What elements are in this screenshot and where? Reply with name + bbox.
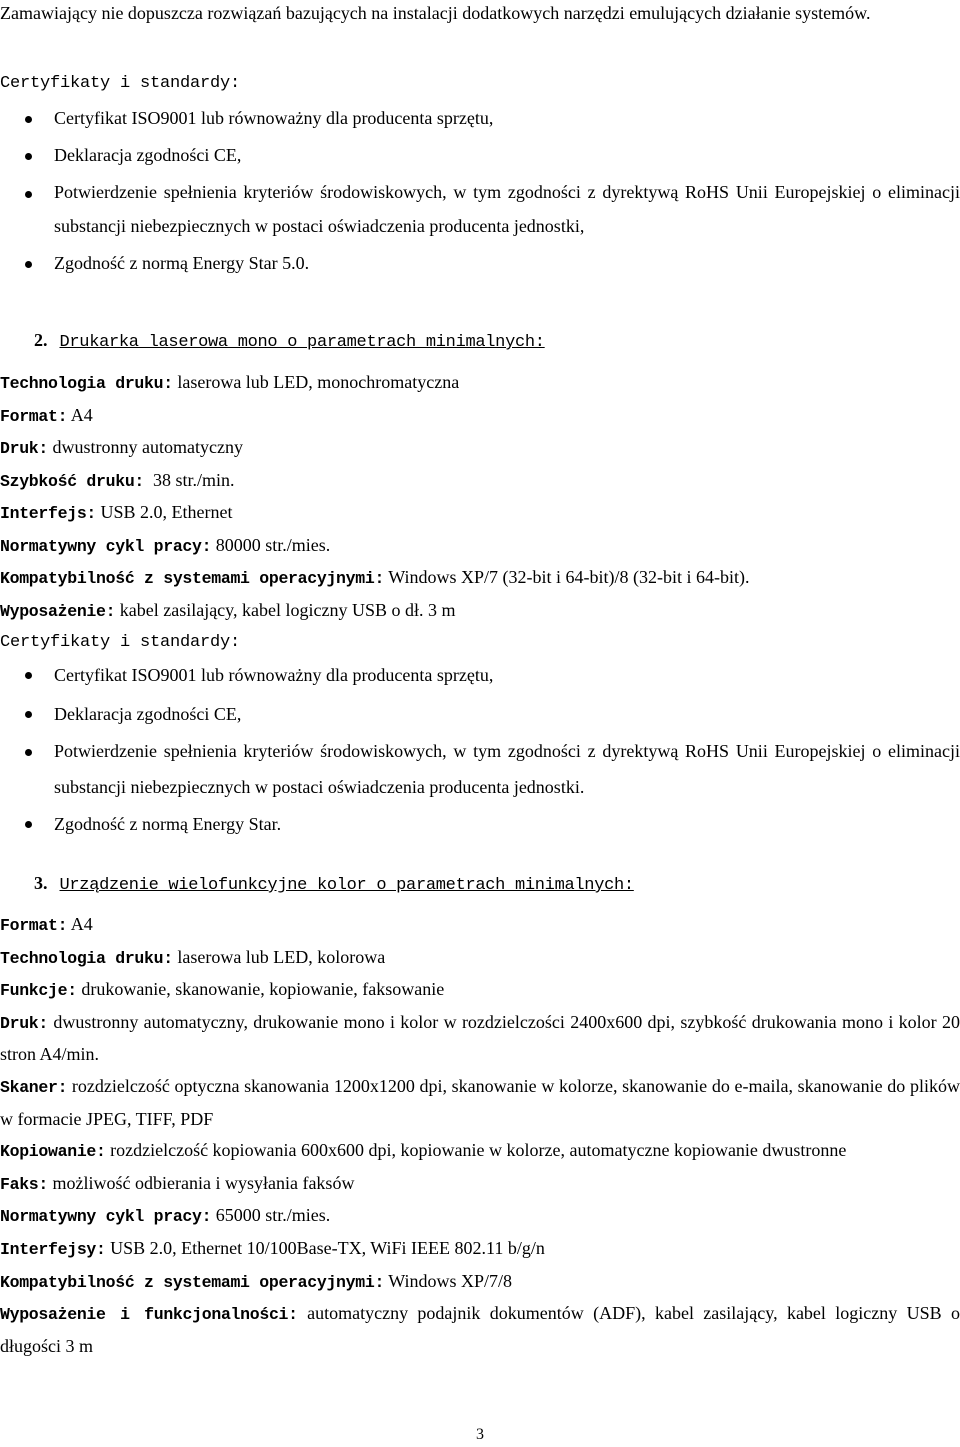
cert-label: Certyfikaty i standardy: <box>0 633 241 652</box>
param-row <box>0 367 960 400</box>
param-row <box>0 974 960 1007</box>
param-label: Format: <box>0 916 68 935</box>
param-value: Windows XP/7/8 <box>384 1270 513 1291</box>
param-row <box>0 497 960 530</box>
param-row <box>0 400 960 433</box>
param-row <box>0 1168 960 1201</box>
section-number: 2. <box>34 330 48 350</box>
param-label: Kompatybilność z systemami operacyjnymi: <box>0 569 385 588</box>
list-item: Zgodność z normą Energy Star 5.0. <box>0 245 960 283</box>
param-row <box>0 1135 960 1168</box>
param-value: rozdzielczość optyczna skanowania 1200x1200 dpi, skanowanie w kolorze, skanowanie do e-maila, skanowanie do plików w formacie JPEG, TIFF, PDF <box>0 1075 960 1129</box>
param-label: Szybkość druku: <box>0 471 145 491</box>
param-value: USB 2.0, Ethernet <box>96 502 233 522</box>
param-label: Technologia druku: <box>0 948 173 968</box>
section-2-title <box>0 325 960 359</box>
section-3-params <box>0 909 960 1362</box>
section-3-title <box>0 868 960 902</box>
param-value: automatyczny podajnik dokumentów (ADF), kabel zasilający, kabel logiczny USB o długości 3 m <box>0 1303 960 1356</box>
list-item: Zgodność z normą Energy Star. <box>0 805 960 844</box>
param-label: Skaner: <box>0 1077 68 1097</box>
param-row <box>0 1233 960 1266</box>
param-label: Wyposażenie: <box>0 601 116 621</box>
param-value: Windows XP/7 (32-bit i 64-bit)/8 (32-bit i 64-bit). <box>384 567 750 587</box>
param-value: USB 2.0, Ethernet 10/100Base-TX, WiFi IEEE 802.11 b/g/n <box>105 1237 545 1258</box>
param-value: drukowanie, skanowanie, kopiowanie, faksowanie <box>76 979 445 1000</box>
param-row <box>0 432 960 465</box>
list-item: Certyfikat ISO9001 lub równoważny dla producenta sprzętu, <box>0 100 960 138</box>
param-label: Druk: <box>0 439 49 458</box>
param-value: dwustronny automatyczny, drukowanie mono i kolor w rozdzielczości 2400x600 dpi, szybkość drukowania mono i kolor 20 stron A4/min. <box>0 1011 960 1065</box>
param-label: Faks: <box>0 1174 49 1194</box>
cert-label: Certyfikaty i standardy: <box>0 74 241 93</box>
section-heading: Drukarka laserowa mono o parametrach minimalnych: <box>59 333 545 352</box>
list-item: Potwierdzenie spełnienia kryteriów środowiskowych, w tym zgodności z dyrektywą RoHS Unii Europejskiej o eliminacji substancji niebezpiecznych w postaci oświadczenia producenta jednostki. <box>0 733 960 805</box>
param-value: możliwość odbierania i wysyłania faksów <box>48 1172 355 1193</box>
section-heading: Urządzenie wielofunkcyjne kolor o parametrach minimalnych: <box>59 876 634 895</box>
param-row <box>0 1298 960 1362</box>
param-label: Interfejsy: <box>0 1239 106 1259</box>
param-row <box>0 1071 960 1135</box>
param-row <box>0 1266 960 1299</box>
param-label: Technologia druku: <box>0 374 173 393</box>
param-row <box>0 595 960 628</box>
list-item: Potwierdzenie spełnienia kryteriów środowiskowych, w tym zgodności z dyrektywą RoHS Unii Europejskiej o eliminacji substancji niebezpiecznych w postaci oświadczenia producenta jednostki, <box>0 175 960 243</box>
section-2-certificates <box>0 656 960 844</box>
param-value: rozdzielczość kopiowania 600x600 dpi, kopiowanie w kolorze, automatyczne kopiowanie dwustronne <box>105 1140 847 1161</box>
param-value: kabel zasilający, kabel logiczny USB o dł. 3 m <box>115 599 456 620</box>
param-label: Funkcje: <box>0 981 77 1001</box>
param-row <box>0 465 960 498</box>
param-label: Normatywny cykl pracy: <box>0 1207 212 1227</box>
section-number: 3. <box>34 873 48 893</box>
cert-list <box>0 656 960 844</box>
list-item: Deklaracja zgodności CE, <box>0 695 960 734</box>
param-row <box>0 530 960 563</box>
param-label: Kopiowanie: <box>0 1142 106 1162</box>
param-value: A4 <box>67 914 93 934</box>
param-label: Format: <box>0 406 68 426</box>
param-value: A4 <box>67 404 93 425</box>
param-label: Wyposażenie i funkcjonalności: <box>0 1305 298 1325</box>
param-value: laserowa lub LED, kolorowa <box>172 946 386 967</box>
list-item: Certyfikat ISO9001 lub równoważny dla producenta sprzętu, <box>0 656 960 695</box>
intro-paragraph: Zamawiający nie dopuszcza rozwiązań bazujących na instalacji dodatkowych narzędzi emulujących działanie systemów. <box>0 3 871 23</box>
param-value: 80000 str./mies. <box>211 534 331 555</box>
section-1-certificates <box>0 68 960 282</box>
param-label: Normatywny cykl pracy: <box>0 536 212 556</box>
param-row <box>0 1200 960 1233</box>
param-label: Interfejs: <box>0 504 97 523</box>
section-2-params <box>0 367 960 659</box>
list-item: Deklaracja zgodności CE, <box>0 137 960 175</box>
param-row <box>0 909 960 942</box>
param-value: 65000 str./mies. <box>211 1205 331 1226</box>
param-value: 38 str./min. <box>144 469 235 490</box>
param-row <box>0 1007 960 1071</box>
param-row <box>0 942 960 975</box>
param-value: dwustronny automatyczny <box>48 437 243 457</box>
param-label: Druk: <box>0 1013 49 1033</box>
cert-list <box>0 100 960 283</box>
param-value: laserowa lub LED, monochromatyczna <box>172 372 460 392</box>
param-row <box>0 562 960 595</box>
param-label: Kompatybilność z systemami operacyjnymi: <box>0 1272 385 1292</box>
page-number: 3 <box>476 1426 484 1443</box>
